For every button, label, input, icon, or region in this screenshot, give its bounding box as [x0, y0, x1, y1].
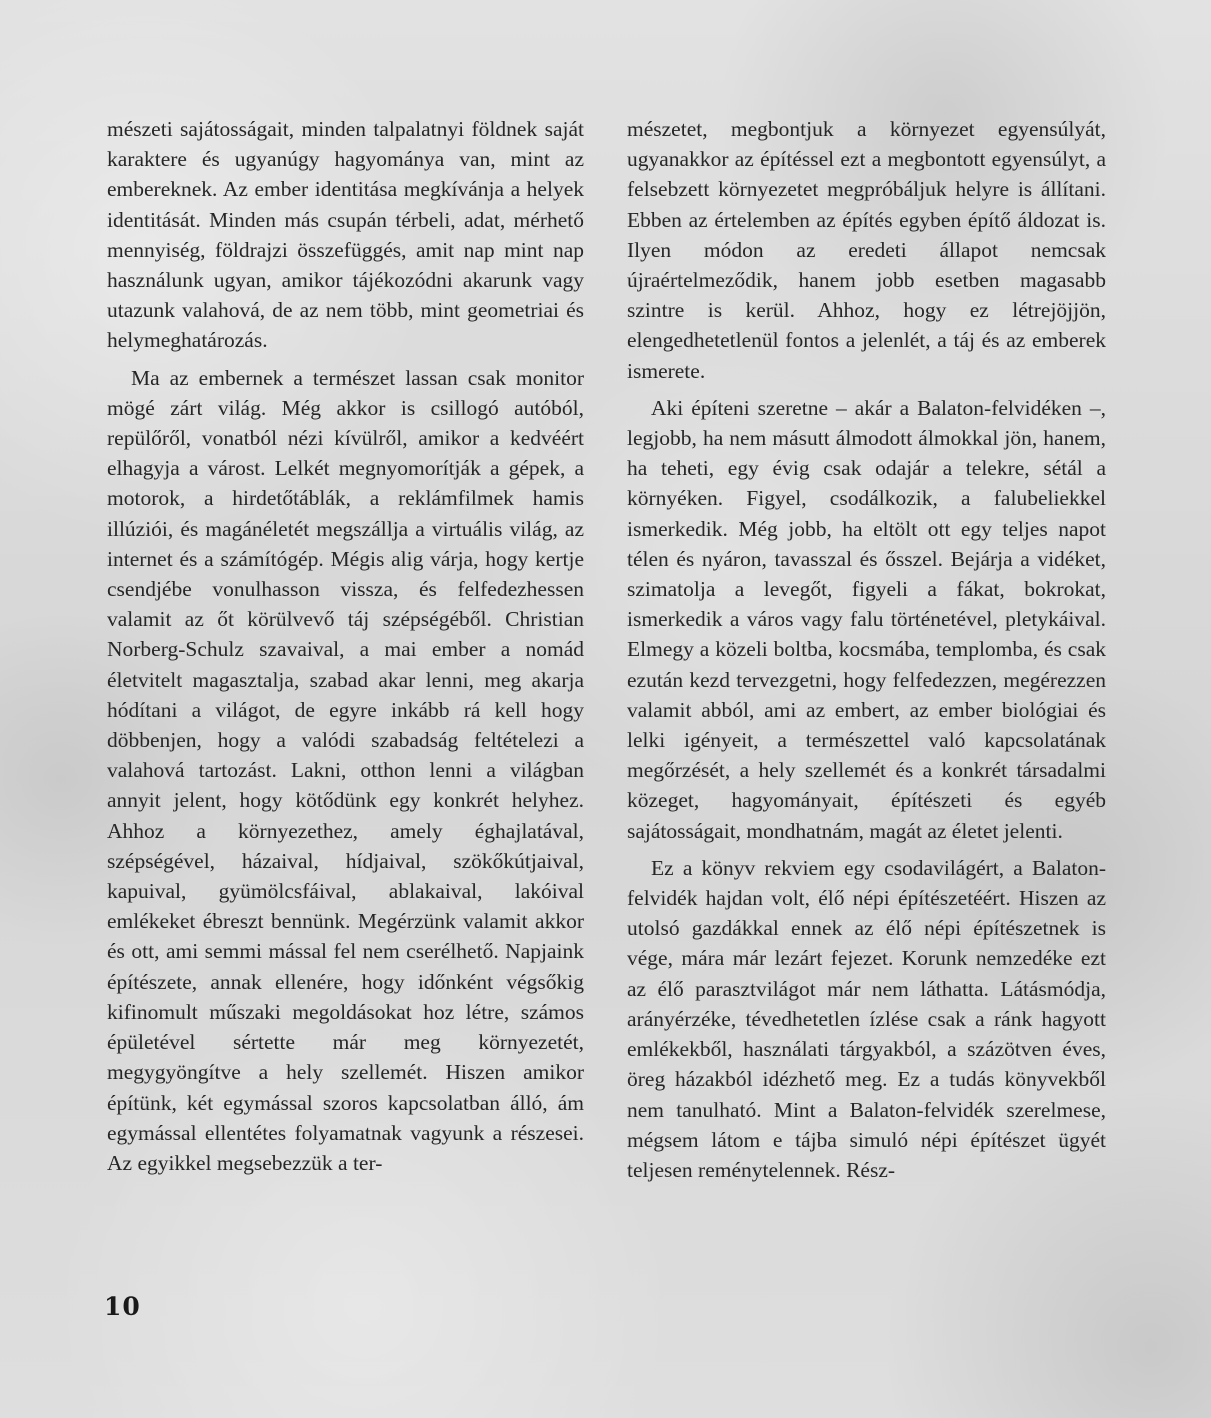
paragraph: Ez a könyv rekviem egy csodavilágért, a Balaton-felvidék hajdan volt, élő népi építészetéért. Hiszen az utolsó gazdákkal ennek az élő népi építészetnek is vége, mára már lezárt fejezet. Korunk nemzedéke ezt az élő parasztvilágot már nem láthatta. Látásmódja, arányérzéke, tévedhetetlen ízlése csak a ránk hagyott emlékekből, használati tárgyakból, a százötven éves, öreg házakból idézhető meg. Ez a tudás könyvekből nem tanulható. Mint a Balaton-felvidék szerelmese, mégsem látom e tájba simuló népi építészet ügyét teljesen reménytelennek. Rész-: [627, 855, 1106, 1182]
left-text-column: [107, 114, 584, 1178]
paragraph: Aki építeni szeretne – akár a Balaton-felvidéken –, legjobb, ha nem másutt álmodott álmokkal jön, hanem, ha teheti, egy évig csak odajár a telekre, sétál a környéken. Figyel, csodálkozik, a falubeliekkel ismerkedik. Még jobb, ha eltölt ott egy teljes napot télen és nyáron, tavasszal és ősszel. Bejárja a vidéket, szimatolja a levegőt, figyeli a fákat, bokrokat, ismerkedik a város vagy falu történetével, pletykáival. Elmegy a közeli boltba, kocsmába, templomba, és csak ezután kezd tervezgetni, hogy felfedezzen, megérezzen valamit abból, ami az embert, az ember biológiai és lelki igényeit, a természettel való kapcsolatának megőrzését, a hely szellemét és a konkrét társadalmi közeget, hagyományait, építészeti és egyéb sajátosságait, mondhatnám, magát az életet jelenti.: [627, 395, 1106, 843]
paragraph: mészetet, megbontjuk a környezet egyensúlyát, ugyanakkor az építéssel ezt a megbontott egyensúlyt, a felsebzett környezetet megpróbáljuk helyre is állítani. Ebben az értelemben az építés egyben építő áldozat is. Ilyen módon az eredeti állapot nemcsak újraértelmeződik, hanem jobb esetben magasabb szintre is kerül. Ahhoz, hogy ez létrejöjjön, elengedhetetlenül fontos a jelenlét, a táj és az emberek ismerete.: [627, 117, 1106, 383]
page-number: 10: [104, 1292, 141, 1321]
paragraph: Ma az embernek a természet lassan csak monitor mögé zárt világ. Még akkor is csillogó autóból, repülőről, vonatból nézi kívülről, amikor a kedvéért elhagyja a várost. Lelkét megnyomorítják a gépek, a motorok, a hirdetőtáblák, a reklámfilmek hamis illúziói, és magánéletét megszállja a virtuális világ, az internet és a számítógép. Mégis alig várja, hogy kertje csendjébe vonulhasson vissza, és felfedezhessen valamit az őt körülvevő táj szépségéből. Christian Norberg-Schulz szavaival, a mai ember a nomád életvitelt magasztalja, szabad akar lenni, meg akarja hódítani a világot, de egyre inkább rá kell hogy döbbenjen, hogy a valódi szabadság feltételezi a valahová tartozást. Lakni, otthon lenni a világban annyit jelent, hogy kötődünk egy konkrét helyhez. Ahhoz a környezethez, amely éghajlatával, szépségével, házaival, hídjaival, szökőkútjaival, kapuival, gyümölcsfáival, ablakaival, lakóival emlékeket ébreszt bennünk. Megérzünk valamit akkor és ott, ami semmi mással fel nem cserélhető. Napjaink építészete, annak ellenére, hogy időnként végsőkig kifinomult műszaki megoldásokat hoz létre, számos épületével sértette már meg környezetét, megygyöngítve a hely szellemét. Hiszen amikor építünk, két egymással szoros kapcsolatban álló, ám egymással ellentétes folyamatnak vagyunk a részesei. Az egyikkel megsebezzük a ter-: [107, 365, 584, 1175]
paragraph: mészeti sajátosságait, minden talpalatnyi földnek saját karaktere és ugyanúgy hagyománya van, mint az embereknek. Az ember identitása megkívánja a helyek identitását. Minden más csupán térbeli, adat, mérhető mennyiség, földrajzi összefüggés, amit nap mint nap használunk ugyan, amikor tájékozódni akarunk vagy utazunk valahová, de az nem több, mint geometriai és helymeghatározás.: [107, 117, 584, 353]
right-text-column: [627, 114, 1106, 1185]
